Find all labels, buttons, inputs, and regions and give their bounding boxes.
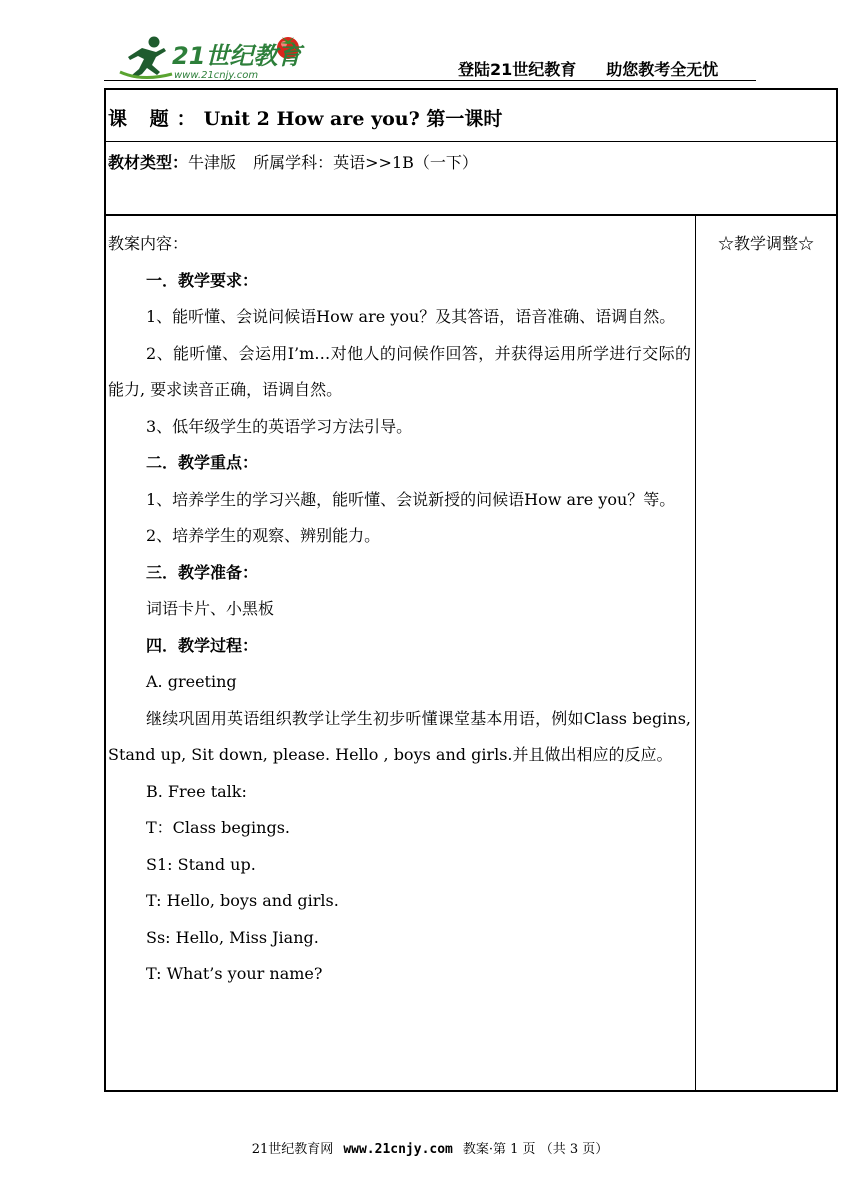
adjustment-header: ☆教学调整☆ bbox=[717, 234, 814, 253]
lesson-plan-table bbox=[104, 88, 838, 1092]
content-line: Ss: Hello, Miss Jiang. bbox=[146, 927, 319, 947]
content-line: S1: Stand up. bbox=[146, 854, 256, 874]
runner-icon bbox=[120, 37, 172, 79]
meta-row bbox=[106, 142, 836, 216]
header-slogan bbox=[458, 57, 718, 80]
content-line: B. Free talk: bbox=[146, 781, 247, 801]
content-line: 四．教学过程： bbox=[146, 635, 259, 655]
subject-value: 英语>>1B（一下） bbox=[333, 153, 478, 172]
svg-text:21世纪教育: 21世纪教育 bbox=[172, 42, 302, 70]
page-footer bbox=[0, 1138, 860, 1157]
lesson-title: Unit 2 How are you? 第一课时 bbox=[203, 108, 503, 130]
content-line: T: What’s your name? bbox=[146, 964, 323, 983]
svg-text:www.21cnjy.com: www.21cnjy.com bbox=[174, 70, 259, 81]
content-line: 3、低年级学生的英语学习方法引导。 bbox=[146, 416, 413, 436]
content-line: 一．教学要求： bbox=[146, 270, 259, 290]
slogan-right: 助您教考全无忧 bbox=[606, 60, 719, 79]
content-line: 2、培养学生的观察、辨别能力。 bbox=[146, 526, 381, 545]
lesson-content-cell bbox=[106, 216, 696, 1090]
header-divider bbox=[104, 80, 756, 81]
content-line: 二．教学重点： bbox=[146, 453, 259, 472]
title-label: 课 题： bbox=[108, 108, 204, 130]
site-logo bbox=[112, 32, 312, 84]
content-line: T: Hello, boys and girls. bbox=[146, 891, 339, 910]
content-line: A. greeting bbox=[146, 672, 237, 691]
content-line: 三．教学准备： bbox=[146, 562, 259, 582]
subject-label: 所属学科： bbox=[253, 153, 334, 172]
footer-site-url: www.21cnjy.com bbox=[343, 1142, 453, 1157]
content-line: 1、培养学生的学习兴趣，能听懂、会说新授的问候语How are you？等。 bbox=[146, 489, 676, 509]
material-type-value: 牛津版 bbox=[188, 153, 237, 172]
content-line: T：Class begings. bbox=[146, 818, 290, 837]
footer-site-name: 21世纪教育网 bbox=[251, 1142, 334, 1157]
content-line: 1、能听懂、会说问候语How are you？及其答语，语音准确、语调自然。 bbox=[146, 307, 676, 326]
content-line: 继续巩固用英语组织教学让学生初步听懂课堂基本用语，例如Class begins, Stand up, Sit down, please. Hello , boys and girls.并且做出相应的反应。 bbox=[108, 708, 691, 764]
content-label: 教案内容： bbox=[108, 234, 189, 253]
footer-page-info: 教案·第 1 页 （共 3 页） bbox=[462, 1142, 609, 1157]
title-row bbox=[106, 90, 836, 142]
adjustment-cell bbox=[696, 216, 836, 1090]
content-line: 词语卡片、小黑板 bbox=[146, 599, 275, 618]
material-type-label: 教材类型： bbox=[108, 153, 189, 172]
content-line: 2、能听懂、会运用I’m…对他人的问候作回答，并获得运用所学进行交际的能力, 要求读音正确，语调自然。 bbox=[108, 343, 691, 399]
slogan-left: 登陆21世纪教育 bbox=[458, 60, 577, 79]
